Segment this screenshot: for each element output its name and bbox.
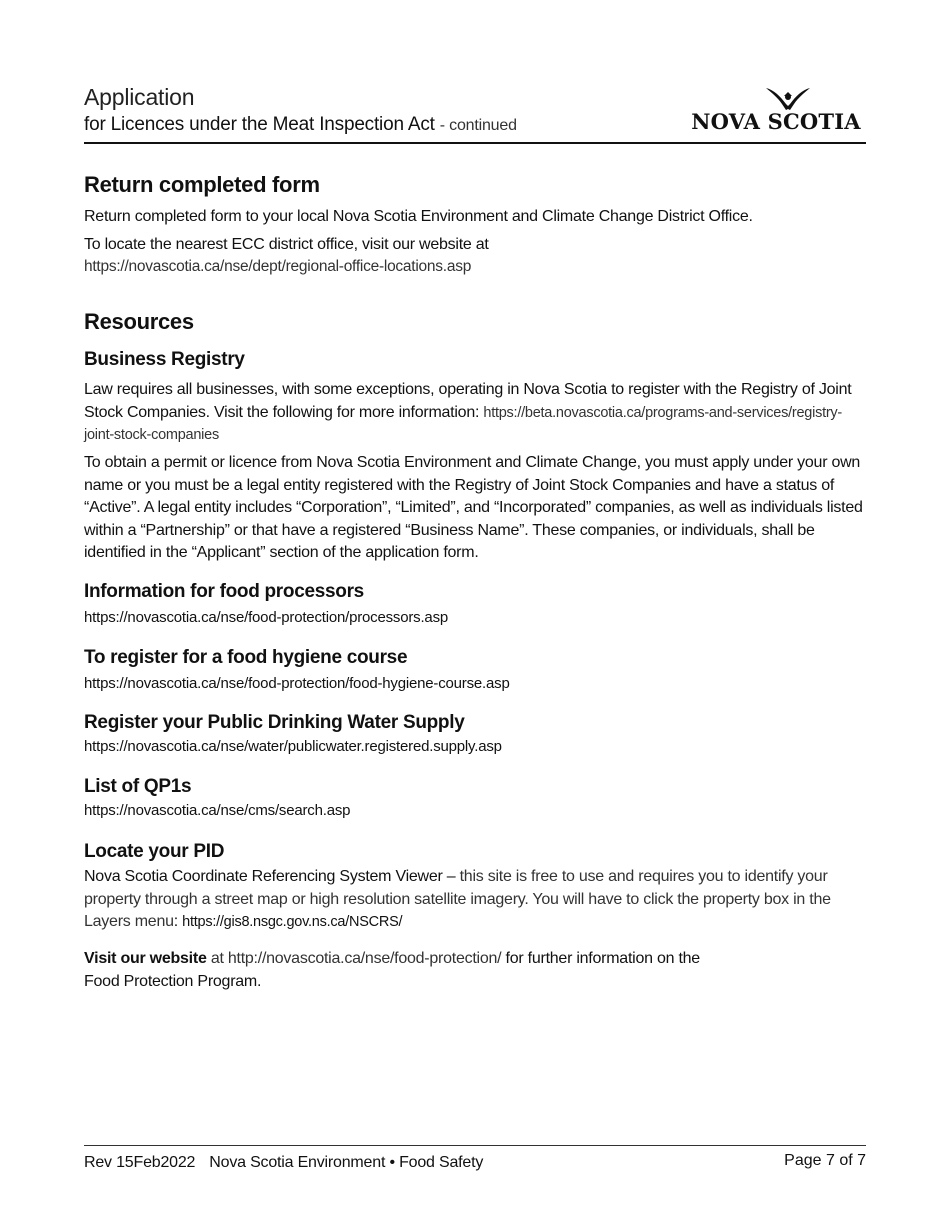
- footer-department: Nova Scotia Environment • Food Safety: [209, 1154, 484, 1171]
- header-title-line1: Application: [84, 84, 195, 110]
- business-registry-para2: To obtain a permit or licence from Nova Scotia Environment and Climate Change, you must apply under your own name or you must be a legal entity registered with the Registry of Joint Stock Companies and have a status of “Active”. A legal entity includes “Corporation”, “Limited”, and “Incorporated” companies, as well as individuals listed within a “Partnership” or that have a registered “Business Name”. These companies, or individuals, shall be identified in the “Applicant” section of the application form.: [84, 454, 863, 561]
- food-processors-heading: Information for food processors: [84, 581, 364, 602]
- nscrs-viewer-name: Nova Scotia Coordinate Referencing System Viewer –: [84, 868, 456, 885]
- visit-website-tail1: for further information on the: [505, 950, 700, 967]
- header-title-text: for Licences under the Meat Inspection Act: [84, 114, 435, 135]
- qp1s-link[interactable]: https://novascotia.ca/nse/cms/search.asp: [84, 802, 351, 819]
- header-title-line2: [84, 114, 517, 136]
- visit-website-tail2: Food Protection Program.: [84, 972, 262, 990]
- page-number: Page 7 of 7: [784, 1152, 866, 1169]
- visit-website-at: at: [210, 950, 224, 967]
- locate-pid-heading: Locate your PID: [84, 841, 225, 862]
- nscrs-description: this site is free to use and requires you to identify your property through a street map or high resolution satellite imagery. You will have to click the property box in the Layers menu: [84, 868, 831, 930]
- header-continued: - continued: [439, 117, 517, 134]
- locate-pid-paragraph: [84, 866, 866, 934]
- food-processors-link[interactable]: https://novascotia.ca/nse/food-protection/processors.asp: [84, 609, 449, 626]
- registry-joint-stock-link[interactable]: https://beta.novascotia.ca/programs-and-services/registry-joint-stock-companies: [84, 404, 843, 443]
- nscrs-link[interactable]: https://gis8.nsgc.gov.ns.ca/NSCRS/: [182, 914, 403, 930]
- water-supply-heading: Register your Public Drinking Water Supply: [84, 712, 465, 733]
- nscrs-colon: :: [173, 913, 178, 930]
- logo-wordmark: NOVA SCOTIA: [691, 109, 861, 134]
- page-footer: [84, 1145, 866, 1186]
- regional-office-link[interactable]: https://novascotia.ca/nse/dept/regional-office-locations.asp: [84, 258, 472, 275]
- hygiene-course-heading: To register for a food hygiene course: [84, 647, 408, 668]
- water-supply-link[interactable]: https://novascotia.ca/nse/water/publicwater.registered.supply.asp: [84, 738, 502, 755]
- business-registry-heading: Business Registry: [84, 349, 245, 370]
- resources-heading: Resources: [84, 309, 194, 334]
- qp1s-heading: List of QP1s: [84, 776, 192, 797]
- visit-website-paragraph: [84, 948, 764, 993]
- business-registry-para1: [84, 379, 866, 447]
- hygiene-course-link[interactable]: https://novascotia.ca/nse/food-protection/food-hygiene-course.asp: [84, 675, 510, 692]
- document-page: [84, 0, 866, 1230]
- footer-revision: Rev 15Feb2022: [84, 1154, 196, 1171]
- nova-scotia-logo: [686, 86, 866, 134]
- food-protection-link[interactable]: http://novascotia.ca/nse/food-protection/: [227, 950, 502, 967]
- business-registry-para1-text: Law requires all businesses, with some exceptions, operating in Nova Scotia to register with the Registry of Joint Stock Companies. Visit the following for more information:: [84, 381, 852, 421]
- visit-website-lead: Visit our website: [84, 950, 207, 967]
- return-form-line1: Return completed form to your local Nova Scotia Environment and Climate Change District Office.: [84, 208, 753, 225]
- footer-left: [84, 1154, 483, 1172]
- return-form-line2: To locate the nearest ECC district office, visit our website at: [84, 236, 489, 253]
- page-header: [84, 84, 866, 144]
- return-form-heading: Return completed form: [84, 172, 320, 197]
